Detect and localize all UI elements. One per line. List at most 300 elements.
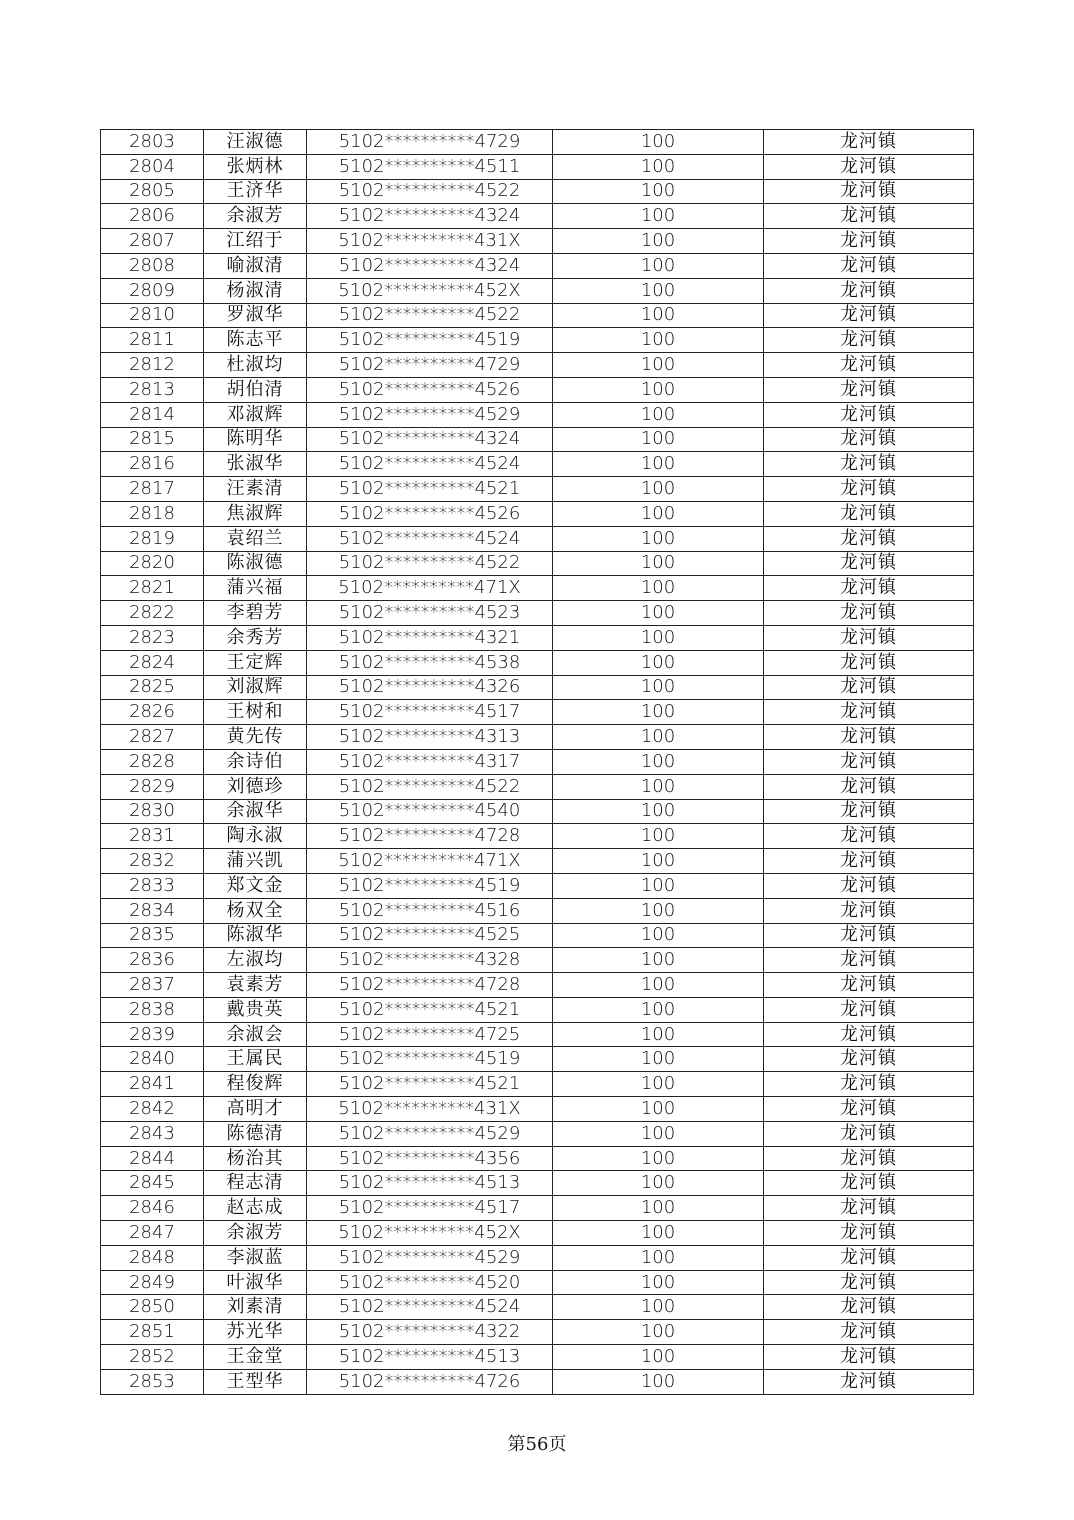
cell-serial-number: 2826 xyxy=(101,700,204,725)
cell-name: 余淑芳 xyxy=(204,1221,307,1246)
cell-town: 龙河镇 xyxy=(764,1221,974,1246)
cell-town: 龙河镇 xyxy=(764,353,974,378)
cell-name: 汪素清 xyxy=(204,477,307,502)
cell-id-number: 5102**********4523 xyxy=(307,601,553,626)
cell-town: 龙河镇 xyxy=(764,501,974,526)
cell-serial-number: 2846 xyxy=(101,1196,204,1221)
cell-name: 蒲兴福 xyxy=(204,576,307,601)
record-table-body xyxy=(101,130,974,1395)
cell-town: 龙河镇 xyxy=(764,625,974,650)
cell-name: 叶淑华 xyxy=(204,1270,307,1295)
cell-id-number: 5102**********4524 xyxy=(307,1295,553,1320)
cell-name: 邓淑辉 xyxy=(204,402,307,427)
table-row xyxy=(101,948,974,973)
cell-amount: 100 xyxy=(553,849,764,874)
cell-serial-number: 2836 xyxy=(101,948,204,973)
table-row xyxy=(101,923,974,948)
cell-serial-number: 2804 xyxy=(101,154,204,179)
cell-town: 龙河镇 xyxy=(764,1320,974,1345)
cell-town: 龙河镇 xyxy=(764,130,974,155)
cell-amount: 100 xyxy=(553,1072,764,1097)
table-row xyxy=(101,253,974,278)
cell-serial-number: 2831 xyxy=(101,824,204,849)
cell-id-number: 5102**********4522 xyxy=(307,179,553,204)
table-row xyxy=(101,1097,974,1122)
cell-id-number: 5102**********4524 xyxy=(307,526,553,551)
cell-id-number: 5102**********4521 xyxy=(307,477,553,502)
cell-amount: 100 xyxy=(553,898,764,923)
cell-id-number: 5102**********431X xyxy=(307,1097,553,1122)
cell-amount: 100 xyxy=(553,1221,764,1246)
cell-amount: 100 xyxy=(553,154,764,179)
cell-name: 余秀芳 xyxy=(204,625,307,650)
cell-serial-number: 2847 xyxy=(101,1221,204,1246)
cell-serial-number: 2841 xyxy=(101,1072,204,1097)
table-row xyxy=(101,1171,974,1196)
cell-name: 喻淑清 xyxy=(204,253,307,278)
cell-amount: 100 xyxy=(553,1171,764,1196)
table-row xyxy=(101,898,974,923)
cell-id-number: 5102**********4526 xyxy=(307,377,553,402)
cell-serial-number: 2833 xyxy=(101,873,204,898)
cell-town: 龙河镇 xyxy=(764,873,974,898)
cell-id-number: 5102**********4356 xyxy=(307,1146,553,1171)
table-row xyxy=(101,1072,974,1097)
cell-id-number: 5102**********4328 xyxy=(307,948,553,973)
cell-id-number: 5102**********4524 xyxy=(307,452,553,477)
cell-town: 龙河镇 xyxy=(764,402,974,427)
cell-amount: 100 xyxy=(553,749,764,774)
table-row xyxy=(101,1221,974,1246)
cell-amount: 100 xyxy=(553,229,764,254)
cell-name: 余淑会 xyxy=(204,1022,307,1047)
cell-name: 蒲兴凯 xyxy=(204,849,307,874)
cell-id-number: 5102**********4517 xyxy=(307,1196,553,1221)
cell-id-number: 5102**********4521 xyxy=(307,997,553,1022)
cell-id-number: 5102**********4728 xyxy=(307,824,553,849)
cell-serial-number: 2806 xyxy=(101,204,204,229)
cell-id-number: 5102**********4520 xyxy=(307,1270,553,1295)
cell-name: 汪淑德 xyxy=(204,130,307,155)
cell-name: 陈淑华 xyxy=(204,923,307,948)
cell-amount: 100 xyxy=(553,501,764,526)
cell-name: 张炳林 xyxy=(204,154,307,179)
cell-name: 余淑华 xyxy=(204,799,307,824)
cell-name: 陶永淑 xyxy=(204,824,307,849)
cell-name: 袁绍兰 xyxy=(204,526,307,551)
cell-id-number: 5102**********4529 xyxy=(307,1245,553,1270)
cell-town: 龙河镇 xyxy=(764,601,974,626)
table-row xyxy=(101,601,974,626)
table-row xyxy=(101,849,974,874)
cell-amount: 100 xyxy=(553,204,764,229)
cell-town: 龙河镇 xyxy=(764,799,974,824)
cell-amount: 100 xyxy=(553,1097,764,1122)
cell-serial-number: 2851 xyxy=(101,1320,204,1345)
cell-serial-number: 2835 xyxy=(101,923,204,948)
cell-name: 赵志成 xyxy=(204,1196,307,1221)
cell-serial-number: 2824 xyxy=(101,650,204,675)
table-row xyxy=(101,477,974,502)
cell-town: 龙河镇 xyxy=(764,253,974,278)
cell-id-number: 5102**********4726 xyxy=(307,1369,553,1394)
cell-name: 江绍于 xyxy=(204,229,307,254)
cell-serial-number: 2825 xyxy=(101,675,204,700)
cell-amount: 100 xyxy=(553,130,764,155)
cell-serial-number: 2827 xyxy=(101,725,204,750)
cell-name: 程俊辉 xyxy=(204,1072,307,1097)
table-row xyxy=(101,1295,974,1320)
cell-amount: 100 xyxy=(553,179,764,204)
cell-name: 王定辉 xyxy=(204,650,307,675)
cell-town: 龙河镇 xyxy=(764,278,974,303)
table-row xyxy=(101,179,974,204)
cell-amount: 100 xyxy=(553,1146,764,1171)
cell-name: 袁素芳 xyxy=(204,973,307,998)
cell-name: 黄先传 xyxy=(204,725,307,750)
table-row xyxy=(101,204,974,229)
cell-id-number: 5102**********4529 xyxy=(307,402,553,427)
cell-serial-number: 2842 xyxy=(101,1097,204,1122)
table-row xyxy=(101,725,974,750)
cell-town: 龙河镇 xyxy=(764,303,974,328)
cell-amount: 100 xyxy=(553,873,764,898)
cell-town: 龙河镇 xyxy=(764,1245,974,1270)
table-row xyxy=(101,873,974,898)
record-table xyxy=(100,129,974,1395)
table-row xyxy=(101,353,974,378)
cell-serial-number: 2853 xyxy=(101,1369,204,1394)
cell-amount: 100 xyxy=(553,1196,764,1221)
table-row xyxy=(101,1047,974,1072)
cell-serial-number: 2830 xyxy=(101,799,204,824)
table-row xyxy=(101,278,974,303)
cell-name: 王济华 xyxy=(204,179,307,204)
cell-id-number: 5102**********4324 xyxy=(307,427,553,452)
cell-id-number: 5102**********4725 xyxy=(307,1022,553,1047)
cell-name: 陈淑德 xyxy=(204,551,307,576)
cell-id-number: 5102**********4513 xyxy=(307,1171,553,1196)
cell-town: 龙河镇 xyxy=(764,179,974,204)
cell-serial-number: 2837 xyxy=(101,973,204,998)
cell-name: 杨淑清 xyxy=(204,278,307,303)
cell-name: 余诗伯 xyxy=(204,749,307,774)
cell-serial-number: 2849 xyxy=(101,1270,204,1295)
cell-id-number: 5102**********4522 xyxy=(307,303,553,328)
cell-id-number: 5102**********4313 xyxy=(307,725,553,750)
table-row xyxy=(101,1320,974,1345)
cell-town: 龙河镇 xyxy=(764,526,974,551)
cell-name: 左淑均 xyxy=(204,948,307,973)
cell-serial-number: 2815 xyxy=(101,427,204,452)
cell-name: 郑文金 xyxy=(204,873,307,898)
cell-id-number: 5102**********4324 xyxy=(307,253,553,278)
cell-serial-number: 2821 xyxy=(101,576,204,601)
cell-serial-number: 2848 xyxy=(101,1245,204,1270)
cell-id-number: 5102**********4728 xyxy=(307,973,553,998)
cell-name: 焦淑辉 xyxy=(204,501,307,526)
table-row xyxy=(101,824,974,849)
cell-name: 张淑华 xyxy=(204,452,307,477)
cell-town: 龙河镇 xyxy=(764,849,974,874)
cell-town: 龙河镇 xyxy=(764,948,974,973)
cell-town: 龙河镇 xyxy=(764,675,974,700)
cell-town: 龙河镇 xyxy=(764,774,974,799)
cell-amount: 100 xyxy=(553,427,764,452)
table-row xyxy=(101,1022,974,1047)
cell-town: 龙河镇 xyxy=(764,229,974,254)
cell-serial-number: 2839 xyxy=(101,1022,204,1047)
cell-serial-number: 2844 xyxy=(101,1146,204,1171)
cell-amount: 100 xyxy=(553,799,764,824)
table-row xyxy=(101,1270,974,1295)
cell-amount: 100 xyxy=(553,725,764,750)
cell-name: 戴贵英 xyxy=(204,997,307,1022)
cell-town: 龙河镇 xyxy=(764,725,974,750)
cell-amount: 100 xyxy=(553,353,764,378)
table-row xyxy=(101,1345,974,1370)
cell-town: 龙河镇 xyxy=(764,1047,974,1072)
cell-serial-number: 2818 xyxy=(101,501,204,526)
cell-id-number: 5102**********4513 xyxy=(307,1345,553,1370)
cell-serial-number: 2813 xyxy=(101,377,204,402)
cell-id-number: 5102**********4525 xyxy=(307,923,553,948)
cell-serial-number: 2822 xyxy=(101,601,204,626)
cell-town: 龙河镇 xyxy=(764,1022,974,1047)
cell-serial-number: 2814 xyxy=(101,402,204,427)
cell-amount: 100 xyxy=(553,923,764,948)
cell-id-number: 5102**********4519 xyxy=(307,873,553,898)
cell-amount: 100 xyxy=(553,824,764,849)
cell-town: 龙河镇 xyxy=(764,576,974,601)
cell-amount: 100 xyxy=(553,526,764,551)
table-row xyxy=(101,1146,974,1171)
cell-town: 龙河镇 xyxy=(764,1295,974,1320)
cell-serial-number: 2852 xyxy=(101,1345,204,1370)
cell-id-number: 5102**********4521 xyxy=(307,1072,553,1097)
cell-name: 王属民 xyxy=(204,1047,307,1072)
cell-id-number: 5102**********4540 xyxy=(307,799,553,824)
cell-serial-number: 2812 xyxy=(101,353,204,378)
cell-town: 龙河镇 xyxy=(764,700,974,725)
table-row xyxy=(101,675,974,700)
cell-amount: 100 xyxy=(553,997,764,1022)
cell-id-number: 5102**********4522 xyxy=(307,551,553,576)
cell-name: 陈明华 xyxy=(204,427,307,452)
cell-serial-number: 2816 xyxy=(101,452,204,477)
cell-amount: 100 xyxy=(553,675,764,700)
cell-town: 龙河镇 xyxy=(764,204,974,229)
cell-serial-number: 2843 xyxy=(101,1121,204,1146)
table-row xyxy=(101,774,974,799)
cell-id-number: 5102**********4529 xyxy=(307,1121,553,1146)
cell-amount: 100 xyxy=(553,253,764,278)
cell-serial-number: 2809 xyxy=(101,278,204,303)
cell-name: 陈志平 xyxy=(204,328,307,353)
cell-serial-number: 2845 xyxy=(101,1171,204,1196)
table-row xyxy=(101,576,974,601)
cell-amount: 100 xyxy=(553,650,764,675)
cell-town: 龙河镇 xyxy=(764,997,974,1022)
cell-town: 龙河镇 xyxy=(764,377,974,402)
table-row xyxy=(101,1121,974,1146)
table-row xyxy=(101,749,974,774)
cell-serial-number: 2828 xyxy=(101,749,204,774)
cell-name: 余淑芳 xyxy=(204,204,307,229)
cell-serial-number: 2832 xyxy=(101,849,204,874)
table-row xyxy=(101,328,974,353)
cell-name: 杜淑均 xyxy=(204,353,307,378)
cell-serial-number: 2834 xyxy=(101,898,204,923)
cell-id-number: 5102**********4519 xyxy=(307,328,553,353)
table-row xyxy=(101,551,974,576)
cell-id-number: 5102**********4317 xyxy=(307,749,553,774)
cell-serial-number: 2808 xyxy=(101,253,204,278)
cell-serial-number: 2829 xyxy=(101,774,204,799)
cell-town: 龙河镇 xyxy=(764,923,974,948)
cell-id-number: 5102**********4526 xyxy=(307,501,553,526)
table-row xyxy=(101,526,974,551)
table-row xyxy=(101,229,974,254)
cell-serial-number: 2838 xyxy=(101,997,204,1022)
page-number: 第56页 xyxy=(507,1434,567,1455)
cell-name: 陈德清 xyxy=(204,1121,307,1146)
cell-amount: 100 xyxy=(553,477,764,502)
cell-name: 李碧芳 xyxy=(204,601,307,626)
table-row xyxy=(101,700,974,725)
cell-amount: 100 xyxy=(553,1295,764,1320)
cell-town: 龙河镇 xyxy=(764,1072,974,1097)
cell-id-number: 5102**********4321 xyxy=(307,625,553,650)
cell-id-number: 5102**********471X xyxy=(307,849,553,874)
cell-id-number: 5102**********4517 xyxy=(307,700,553,725)
cell-town: 龙河镇 xyxy=(764,427,974,452)
table-row xyxy=(101,973,974,998)
cell-amount: 100 xyxy=(553,700,764,725)
cell-town: 龙河镇 xyxy=(764,749,974,774)
table-row xyxy=(101,1196,974,1221)
cell-serial-number: 2840 xyxy=(101,1047,204,1072)
cell-amount: 100 xyxy=(553,774,764,799)
cell-id-number: 5102**********4729 xyxy=(307,130,553,155)
table-row xyxy=(101,377,974,402)
cell-town: 龙河镇 xyxy=(764,1097,974,1122)
cell-amount: 100 xyxy=(553,973,764,998)
cell-id-number: 5102**********4522 xyxy=(307,774,553,799)
cell-name: 罗淑华 xyxy=(204,303,307,328)
cell-id-number: 5102**********4516 xyxy=(307,898,553,923)
cell-id-number: 5102**********452X xyxy=(307,1221,553,1246)
cell-id-number: 5102**********4322 xyxy=(307,1320,553,1345)
cell-amount: 100 xyxy=(553,1022,764,1047)
cell-serial-number: 2811 xyxy=(101,328,204,353)
cell-amount: 100 xyxy=(553,278,764,303)
cell-name: 刘淑辉 xyxy=(204,675,307,700)
cell-amount: 100 xyxy=(553,1345,764,1370)
table-row xyxy=(101,154,974,179)
cell-town: 龙河镇 xyxy=(764,452,974,477)
table-row xyxy=(101,303,974,328)
cell-town: 龙河镇 xyxy=(764,328,974,353)
cell-town: 龙河镇 xyxy=(764,973,974,998)
cell-town: 龙河镇 xyxy=(764,477,974,502)
cell-id-number: 5102**********431X xyxy=(307,229,553,254)
cell-town: 龙河镇 xyxy=(764,551,974,576)
cell-amount: 100 xyxy=(553,1270,764,1295)
cell-amount: 100 xyxy=(553,1320,764,1345)
cell-name: 王树和 xyxy=(204,700,307,725)
table-row xyxy=(101,452,974,477)
cell-serial-number: 2819 xyxy=(101,526,204,551)
cell-serial-number: 2820 xyxy=(101,551,204,576)
cell-name: 王金堂 xyxy=(204,1345,307,1370)
table-row xyxy=(101,650,974,675)
cell-amount: 100 xyxy=(553,1121,764,1146)
cell-amount: 100 xyxy=(553,328,764,353)
cell-serial-number: 2803 xyxy=(101,130,204,155)
cell-name: 高明才 xyxy=(204,1097,307,1122)
cell-town: 龙河镇 xyxy=(764,898,974,923)
cell-amount: 100 xyxy=(553,1047,764,1072)
cell-name: 杨双全 xyxy=(204,898,307,923)
cell-town: 龙河镇 xyxy=(764,1171,974,1196)
table-row xyxy=(101,997,974,1022)
cell-name: 刘德珍 xyxy=(204,774,307,799)
cell-id-number: 5102**********4326 xyxy=(307,675,553,700)
table-row xyxy=(101,625,974,650)
cell-amount: 100 xyxy=(553,625,764,650)
cell-amount: 100 xyxy=(553,452,764,477)
table-row xyxy=(101,402,974,427)
table-row xyxy=(101,799,974,824)
cell-name: 苏光华 xyxy=(204,1320,307,1345)
cell-id-number: 5102**********4729 xyxy=(307,353,553,378)
cell-id-number: 5102**********4511 xyxy=(307,154,553,179)
cell-id-number: 5102**********471X xyxy=(307,576,553,601)
table-row xyxy=(101,1245,974,1270)
cell-serial-number: 2807 xyxy=(101,229,204,254)
cell-town: 龙河镇 xyxy=(764,154,974,179)
cell-amount: 100 xyxy=(553,576,764,601)
cell-town: 龙河镇 xyxy=(764,1270,974,1295)
table-row xyxy=(101,501,974,526)
table-row xyxy=(101,1369,974,1394)
cell-town: 龙河镇 xyxy=(764,824,974,849)
cell-amount: 100 xyxy=(553,402,764,427)
cell-name: 王型华 xyxy=(204,1369,307,1394)
cell-amount: 100 xyxy=(553,377,764,402)
cell-amount: 100 xyxy=(553,1369,764,1394)
cell-town: 龙河镇 xyxy=(764,1146,974,1171)
cell-serial-number: 2850 xyxy=(101,1295,204,1320)
cell-amount: 100 xyxy=(553,948,764,973)
cell-id-number: 5102**********452X xyxy=(307,278,553,303)
cell-amount: 100 xyxy=(553,551,764,576)
cell-id-number: 5102**********4324 xyxy=(307,204,553,229)
cell-town: 龙河镇 xyxy=(764,1196,974,1221)
table-row xyxy=(101,130,974,155)
cell-name: 李淑蓝 xyxy=(204,1245,307,1270)
cell-name: 程志清 xyxy=(204,1171,307,1196)
cell-name: 胡伯清 xyxy=(204,377,307,402)
cell-serial-number: 2810 xyxy=(101,303,204,328)
table-row xyxy=(101,427,974,452)
cell-town: 龙河镇 xyxy=(764,1345,974,1370)
cell-name: 刘素清 xyxy=(204,1295,307,1320)
cell-town: 龙河镇 xyxy=(764,1369,974,1394)
cell-town: 龙河镇 xyxy=(764,1121,974,1146)
cell-id-number: 5102**********4519 xyxy=(307,1047,553,1072)
